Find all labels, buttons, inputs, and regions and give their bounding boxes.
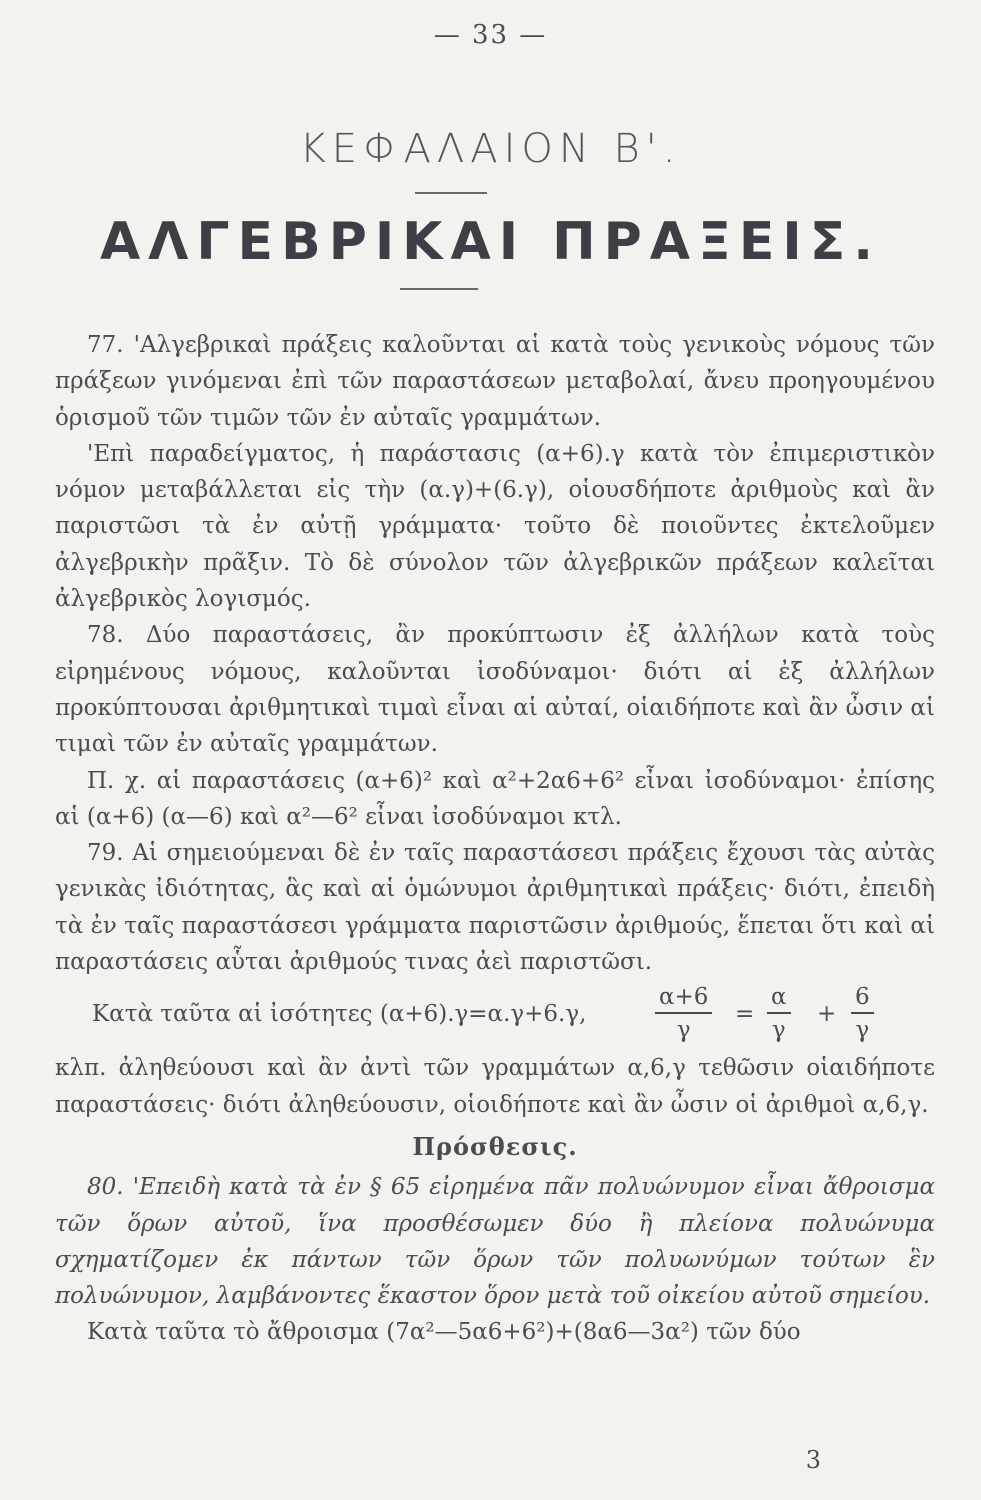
paragraph-78: 78. Δύο παραστάσεις, ἂν προκύπτωσιν ἐξ ἀλλήλων κατὰ τοὺς εἰρημένους νόμους, καλοῦνται ἰσοδύναμοι· διότι αἱ ἐξ ἀλλήλων προκύπτουσαι ἀριθμητικαὶ τιμαὶ εἶναι αἱ αὐταί, οἱαιδήποτε καὶ ἂν ὦσιν αἱ τιμαὶ τῶν ἐν αὐταῖς γραμμάτων. — [55, 622, 935, 758]
paragraph-77-example: 'Επὶ παραδείγματος, ἡ παράστασις (α+6).γ κατὰ τὸν ἐπιμεριστικὸν νόμον μεταβάλλεται εἰς τὴν (α.γ)+(6.γ), οἱουσδήποτε ἀριθμοὺς καὶ ἂν παριστῶσι τὰ ἐν αὐτῇ γράμματα· τοῦτο δὲ ποιοῦντες ἐκτελοῦμεν ἀλγεβρικὴν πρᾶξιν. Τὸ δὲ σύνολον τῶν ἀλγεβρικῶν πράξεων καλεῖται ἀλγεβρικὸς λογισμός. — [55, 440, 935, 613]
fraction-numerator: 6 — [851, 982, 874, 1014]
divider — [415, 192, 487, 194]
fraction-2 — [767, 982, 791, 1046]
formula-lead: Κατὰ ταῦτα αἱ ἰσότητες (α+6).γ=α.γ+6.γ, — [92, 1001, 587, 1028]
page-number: — 33 — — [433, 20, 548, 50]
divider — [400, 288, 478, 290]
subsection-heading: Πρόσθεσις. — [412, 1131, 578, 1161]
paragraph-80-cont: Κατὰ ταῦτα τὸ ἄθροισμα (7α²—5α6+6²)+(8α6—3α²) τῶν δύο — [87, 1319, 801, 1346]
fraction-denominator: γ — [855, 1017, 870, 1044]
formula-line — [55, 982, 935, 1046]
fraction-denominator: γ — [676, 1017, 691, 1044]
fraction-3 — [851, 982, 874, 1046]
fraction-numerator: α — [767, 982, 791, 1014]
paragraph-79: 79. Αἱ σημειούμεναι δὲ ἐν ταῖς παραστάσεσι πράξεις ἔχουσι τὰς αὐτὰς γενικὰς ἰδιότητας, ἃς καὶ αἱ ὁμώνυμοι ἀριθμητικαὶ πράξεις· διότι, ἐπειδὴ τὰ ἐν ταῖς παραστάσεσι γράμματα παριστῶσιν ἀριθμούς, ἕπεται ὅτι καὶ αἱ παραστάσεις αὗται ἀριθμούς τινας ἀεὶ παριστῶσι. — [55, 840, 935, 976]
body-text — [55, 327, 935, 1351]
equals-sign: = — [735, 1001, 755, 1028]
fraction-numerator: α+6 — [655, 982, 712, 1014]
paragraph-78-example: Π. χ. αἱ παραστάσεις (α+6)² καὶ α²+2α6+6² εἶναι ἰσοδύναμοι· ἐπίσης αἱ (α+6) (α—6) καὶ α²—6² εἶναι ἰσοδύναμοι κτλ. — [55, 767, 935, 830]
plus-sign: + — [817, 1001, 837, 1028]
fraction-denominator: γ — [771, 1017, 786, 1044]
chapter-heading: ΚΕΦΑΛΑΙΟΝ Β'. — [299, 126, 682, 172]
paragraph-80: 80. 'Επειδὴ κατὰ τὰ ἐν § 65 εἰρημένα πᾶν πολυώνυμον εἶναι ἄθροισμα τῶν ὅρων αὐτοῦ, ἵνα προσθέσωμεν δύο ἢ πλείονα πολυώνυμα σχηματίζομεν ἐκ πάντων τῶν ὅρων τῶν πολυωνύμων τούτων ἓν πολυώνυμον, λαμβάνοντες ἕκαστον ὅρον μετὰ τοῦ οἰκείου αὐτοῦ σημείου. — [55, 1174, 935, 1310]
paragraph-79-cont: κλπ. ἀληθεύουσι καὶ ἂν ἀντὶ τῶν γραμμάτων α,6,γ τεθῶσιν οἱαιδήποτε παραστάσεις· διότι ἀληθεύουσιν, οἱοιδήποτε καὶ ἂν ὦσιν οἱ ἀριθμοὶ α,6,γ. — [55, 1055, 935, 1118]
fraction-1 — [655, 982, 712, 1046]
section-title: ΑΛΓΕΒΡΙΚΑΙ ΠΡΑΞΕΙΣ. — [99, 212, 882, 272]
signature-mark: 3 — [805, 1446, 821, 1474]
paragraph-77: 77. 'Αλγεβρικαὶ πράξεις καλοῦνται αἱ κατὰ τοὺς γενικοὺς νόμους τῶν πράξεων γινόμεναι ἐπὶ τῶν παραστάσεων μεταβολαί, ἄνευ προηγουμένου ὁρισμοῦ τῶν τιμῶν τῶν ἐν αὐταῖς γραμμάτων. — [55, 332, 935, 431]
